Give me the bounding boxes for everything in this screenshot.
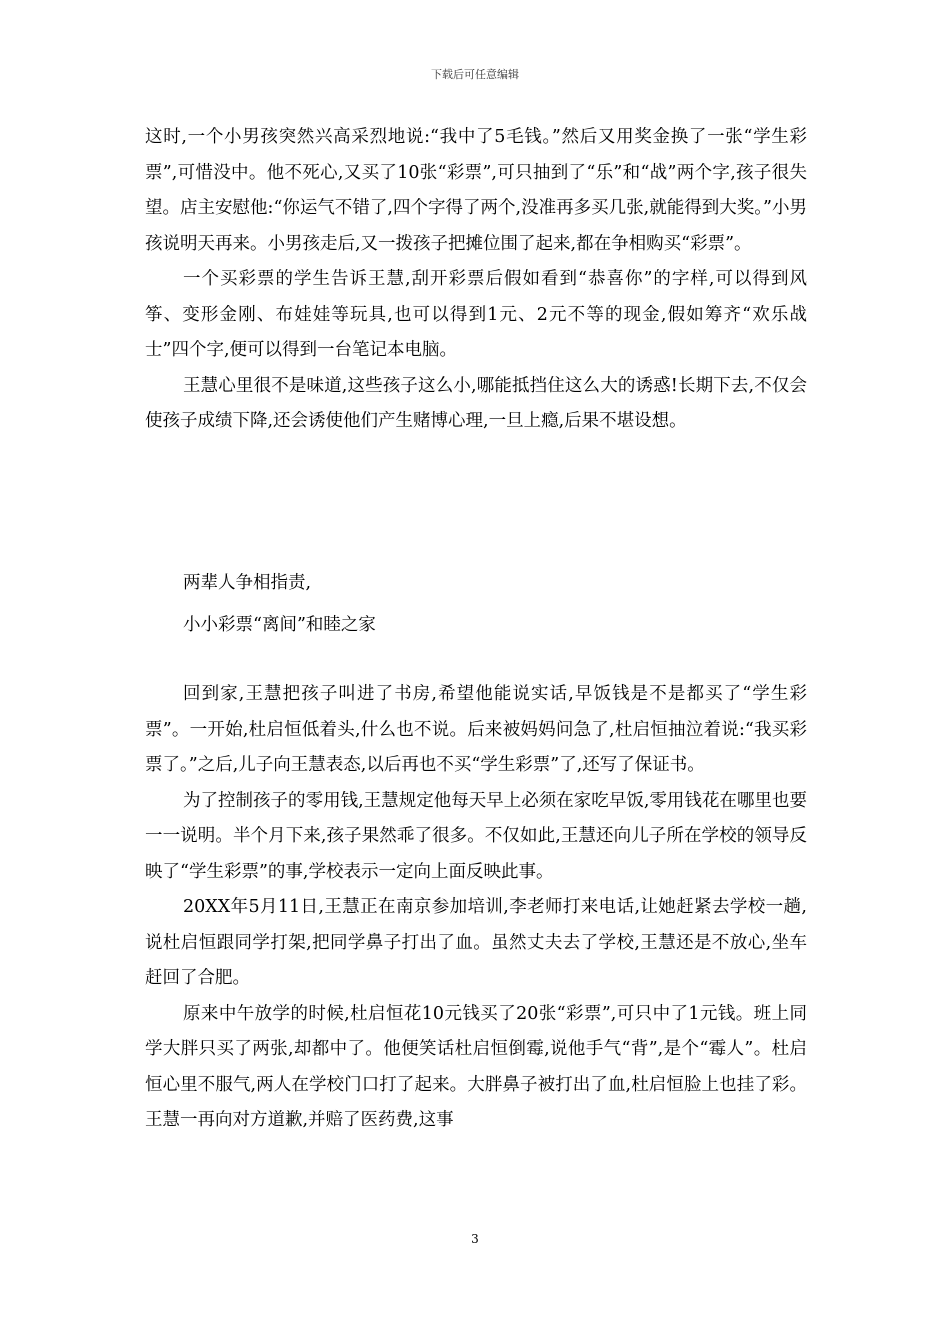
section-1 — [145, 120, 807, 440]
paragraph: 20XX年5月11日,王慧正在南京参加培训,李老师打来电话,让她赶紧去学校一趟,说杜启恒跟同学打架,把同学鼻子打出了血。虽然丈夫去了学校,王慧还是不放心,坐车赶回了合肥。 — [145, 897, 807, 988]
paragraph: 原来中午放学的时候,杜启恒花10元钱买了20张“彩票”,可只中了1元钱。班上同学大胖只买了两张,却都中了。他便笑话杜启恒倒霉,说他手气“背”,是个“霉人”。杜启恒心里不服气,两人在学校门口打了起来。大胖鼻子被打出了血,杜启恒脸上也挂了彩。王慧一再向对方道歉,并赔了医药费,这事 — [145, 1003, 807, 1130]
paragraph: 回到家,王慧把孩子叫进了书房,希望他能说实话,早饭钱是不是都买了“学生彩票”。一开始,杜启恒低着头,什么也不说。后来被妈妈问急了,杜启恒抽泣着说:“我买彩票了。”之后,儿子向王慧表态,以后再也不买“学生彩票”了,还写了保证书。 — [145, 684, 807, 775]
paragraph: 一个买彩票的学生告诉王慧,刮开彩票后假如看到“恭喜你”的字样,可以得到风筝、变形金刚、布娃娃等玩具,也可以得到1元、2元不等的现金,假如筹齐“欢乐战士”四个字,便可以得到一台笔记本电脑。 — [145, 269, 807, 360]
heading-line-2: 小小彩票“离间”和睦之家 — [183, 615, 376, 635]
section-2 — [145, 677, 807, 1139]
section-heading — [183, 562, 376, 646]
heading-line-1: 两辈人争相指责, — [183, 573, 312, 593]
page-header: 下载后可任意编辑 — [431, 68, 519, 81]
paragraph: 这时,一个小男孩突然兴高采烈地说:“我中了5毛钱。”然后又用奖金换了一张“学生彩票”,可惜没中。他不死心,又买了10张“彩票”,可只抽到了“乐”和“战”两个字,孩子很失望。店主安慰他:“你运气不错了,四个字得了两个,没准再多买几张,就能得到大奖。”小男孩说明天再来。小男孩走后,又一拨孩子把摊位围了起来,都在争相购买“彩票”。 — [145, 127, 807, 254]
paragraph: 为了控制孩子的零用钱,王慧规定他每天早上必须在家吃早饭,零用钱花在哪里也要一一说明。半个月下来,孩子果然乖了很多。不仅如此,王慧还向儿子所在学校的领导反映了“学生彩票”的事,学校表示一定向上面反映此事。 — [145, 790, 807, 882]
page-number: 3 — [471, 1232, 479, 1246]
paragraph: 王慧心里很不是味道,这些孩子这么小,哪能抵挡住这么大的诱惑!长期下去,不仅会使孩子成绩下降,还会诱使他们产生赌博心理,一旦上瘾,后果不堪设想。 — [145, 375, 807, 431]
